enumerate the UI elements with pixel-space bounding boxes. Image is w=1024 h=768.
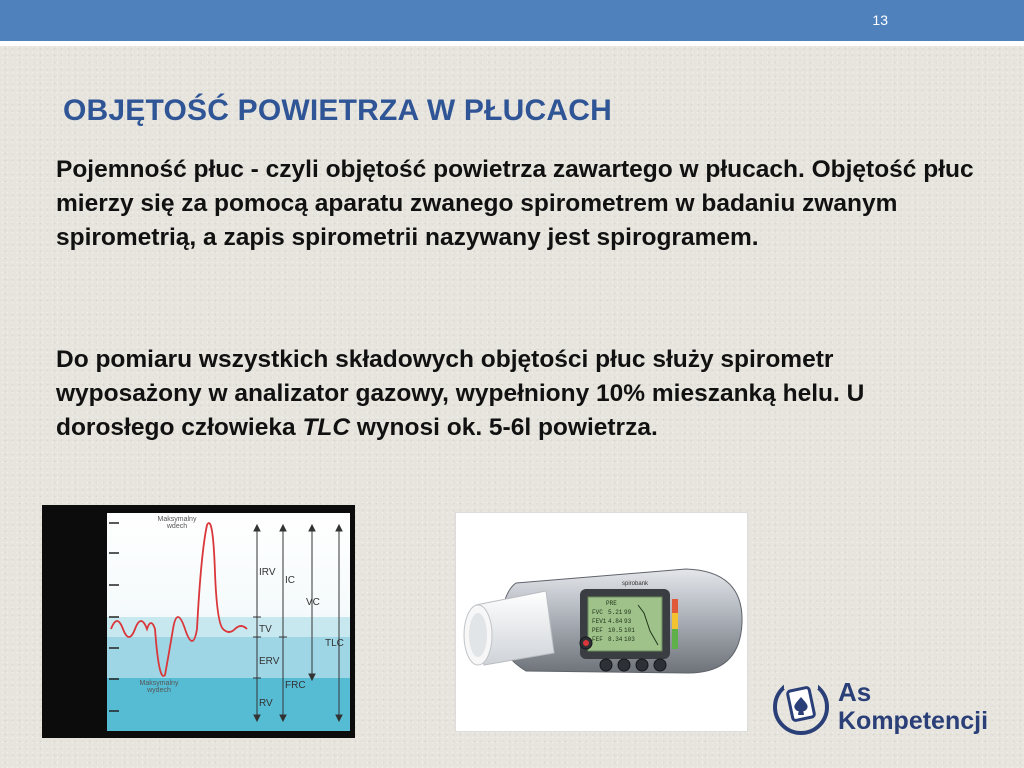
label-irv: IRV	[259, 567, 276, 578]
label-rv: RV	[259, 698, 273, 709]
screen-label-1: FVC	[592, 609, 603, 616]
paragraph-2-text-a: Do pomiaru wszystkich składowych objętości płuc służy spirometr wyposażony w analizator gazowy, wypełniony 10% mieszanką helu. U dorosłego człowieka	[56, 346, 865, 441]
screen-pct-3: 101	[624, 627, 635, 634]
label-max-exhale-2: wydech	[147, 687, 171, 694]
spirometer-device-image	[456, 513, 747, 731]
label-erv: ERV	[259, 656, 280, 667]
logo-text-line2: Kompetencji	[838, 707, 989, 735]
label-max-inhale-2: wdech	[166, 523, 188, 530]
label-vc: VC	[306, 597, 320, 608]
screen-value-4: 8.34	[608, 636, 623, 643]
tlc-term: TLC	[302, 414, 351, 441]
screen-value-1: 5.21	[608, 609, 623, 616]
slide-number: 13	[872, 12, 888, 28]
label-max-inhale-1: Maksymalny	[157, 516, 197, 523]
logo-text-line1: As	[838, 677, 872, 707]
label-tv: TV	[259, 624, 272, 635]
paragraph-1: Pojemność płuc - czyli objętość powietrza zawartego w płucach. Objętość płuc mierzy się za pomocą aparatu zwanego spirometrem w badaniu zwanym spirometrią, a zapis spirometrii nazywany jest spirogramem.	[56, 156, 974, 251]
as-kompetencji-logo	[770, 673, 1000, 745]
screen-pct-4: 103	[624, 636, 635, 643]
screen-pct-2: 93	[624, 618, 632, 625]
paragraph-2-text-b: wynosi ok. 5-6l powietrza.	[350, 414, 658, 441]
label-max-exhale-1: Maksymalny	[139, 680, 179, 687]
spirometer-photo	[455, 512, 748, 732]
screen-label-4: FEF	[592, 636, 603, 643]
label-frc: FRC	[285, 680, 306, 691]
device-brand: spirobank	[622, 581, 649, 587]
screen-value-3: 10.5	[608, 627, 623, 634]
screen-row-0: PRE	[606, 600, 617, 607]
paragraph-2	[56, 343, 976, 445]
screen-label-2: FEV1	[592, 618, 607, 625]
header-divider	[0, 41, 1024, 46]
spirogram-image	[107, 513, 350, 731]
screen-label-3: PEF	[592, 627, 603, 634]
header-bar	[0, 0, 1024, 41]
slide-title: OBJĘTOŚĆ POWIETRZA W PŁUCACH	[63, 94, 612, 127]
label-tlc: TLC	[325, 638, 344, 649]
logo-spade-icon	[770, 673, 832, 745]
screen-value-2: 4.84	[608, 618, 623, 625]
label-ic: IC	[285, 575, 295, 586]
screen-pct-1: 99	[624, 609, 632, 616]
